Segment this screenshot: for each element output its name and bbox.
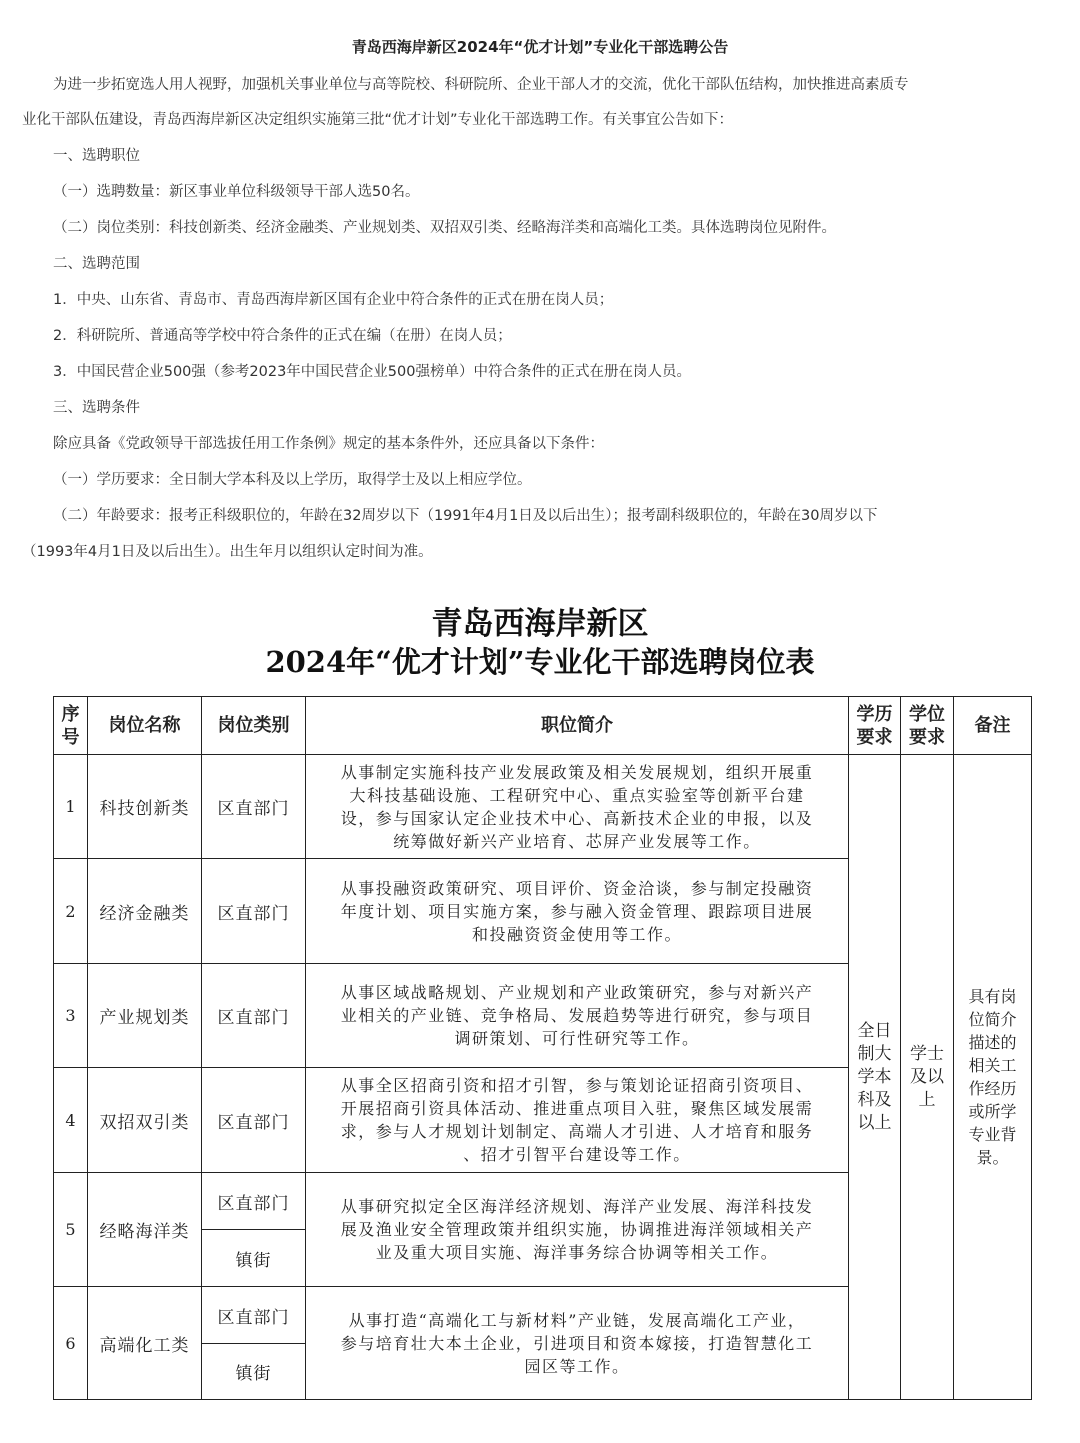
position-category: 镇街 <box>202 1344 306 1400</box>
remark: 具有岗 位简介 描述的 相关工 作经历 或所学 专业背 景。 <box>954 755 1032 1400</box>
position-intro: 从事打造“高端化工与新材料”产业链，发展高端化工产业， 参与培育壮大本土企业，引进项目和资本嫁接，打造智慧化工 园区等工作。 <box>306 1287 849 1400</box>
position-category: 区直部门 <box>202 755 306 859</box>
position-category: 区直部门 <box>202 1287 306 1344</box>
header-seq: 序 号 <box>54 697 88 755</box>
position-name: 科技创新类 <box>88 755 202 859</box>
header-degree: 学位 要求 <box>901 697 954 755</box>
row-number: 3 <box>54 964 88 1068</box>
position-intro: 从事研究拟定全区海洋经济规划、海洋产业发展、海洋科技发 展及渔业安全管理政策并组织实施，协调推进海洋领域相关产 业及重大项目实施、海洋事务综合协调等相关工作。 <box>306 1173 849 1287</box>
position-name: 双招双引类 <box>88 1068 202 1173</box>
row-number: 5 <box>54 1173 88 1287</box>
table-header-row <box>54 697 1032 755</box>
position-category: 区直部门 <box>202 1173 306 1230</box>
position-name: 高端化工类 <box>88 1287 202 1400</box>
notice-line: （1993年4月1日及以后出生）。出生年月以组织认定时间为准。 <box>22 544 433 560</box>
position-category: 区直部门 <box>202 964 306 1068</box>
row-number: 2 <box>54 859 88 964</box>
header-position-name: 岗位名称 <box>88 697 202 755</box>
notice-line: 2．科研院所、普通高等学校中符合条件的正式在编（在册）在岗人员； <box>53 328 512 344</box>
row-number: 1 <box>54 755 88 859</box>
notice-line: （二）年龄要求：报考正科级职位的，年龄在32周岁以下（1991年4月1日及以后出生）；报考副科级职位的，年龄在30周岁以下 <box>53 508 878 524</box>
row-number: 4 <box>54 1068 88 1173</box>
notice-line: （二）岗位类别：科技创新类、经济金融类、产业规划类、双招双引类、经略海洋类和高端化工类。具体选聘岗位见附件。 <box>53 220 836 236</box>
section-heading: 二、选聘范围 <box>53 256 140 272</box>
section-heading: 三、选聘条件 <box>53 400 140 416</box>
notice-line: 为进一步拓宽选人用人视野，加强机关事业单位与高等院校、科研院所、企业干部人才的交流，优化干部队伍结构，加快推进高素质专 <box>53 77 909 93</box>
position-name: 经济金融类 <box>88 859 202 964</box>
position-category: 镇街 <box>202 1230 306 1287</box>
notice-line: 业化干部队伍建设，青岛西海岸新区决定组织实施第三批“优才计划”专业化干部选聘工作。有关事宜公告如下： <box>22 112 734 128</box>
positions-table <box>53 696 1032 1400</box>
notice-line: 1．中央、山东省、青岛市、青岛西海岸新区国有企业中符合条件的正式在册在岗人员； <box>53 292 614 308</box>
position-intro: 从事区域战略规划、产业规划和产业政策研究，参与对新兴产 业相关的产业链、竞争格局、发展趋势等进行研究，参与项目 调研策划、可行性研究等工作。 <box>306 964 849 1068</box>
section-heading: 一、选聘职位 <box>53 148 140 164</box>
education-requirement: 全日 制大 学本 科及 以上 <box>849 755 901 1400</box>
position-category: 区直部门 <box>202 1068 306 1173</box>
position-intro: 从事投融资政策研究、项目评价、资金洽谈，参与制定投融资 年度计划、项目实施方案，参与融入资金管理、跟踪项目进展 和投融资资金使用等工作。 <box>306 859 849 964</box>
header-intro: 职位简介 <box>306 697 849 755</box>
position-intro: 从事全区招商引资和招才引智，参与策划论证招商引资项目、 开展招商引资具体活动、推进重点项目入驻，聚焦区域发展需 求，参与人才规划计划制定、高端人才引进、人才培育和服务 、招才引智平台建设等工作。 <box>306 1068 849 1173</box>
row-number: 6 <box>54 1287 88 1400</box>
notice-line: 3．中国民营企业500强（参考2023年中国民营企业500强榜单）中符合条件的正式在册在岗人员。 <box>53 364 691 380</box>
position-name: 产业规划类 <box>88 964 202 1068</box>
position-category: 区直部门 <box>202 859 306 964</box>
notice-title: 青岛西海岸新区2024年“优才计划”专业化干部选聘公告 <box>351 38 729 56</box>
header-category: 岗位类别 <box>202 697 306 755</box>
degree-requirement: 学士 及以 上 <box>901 755 954 1400</box>
header-education: 学历 要求 <box>849 697 901 755</box>
position-name: 经略海洋类 <box>88 1173 202 1287</box>
position-intro: 从事制定实施科技产业发展政策及相关发展规划，组织开展重 大科技基础设施、工程研究中心、重点实验室等创新平台建 设，参与国家认定企业技术中心、高新技术企业的申报，以及 统筹做好新兴产业培育、芯屏产业发展等工作。 <box>306 755 849 859</box>
notice-line: （一）学历要求：全日制大学本科及以上学历，取得学士及以上相应学位。 <box>53 472 532 488</box>
notice-line: 除应具备《党政领导干部选拔任用工作条例》规定的基本条件外，还应具备以下条件： <box>53 436 604 452</box>
notice-line: （一）选聘数量：新区事业单位科级领导干部人选50名。 <box>53 184 420 200</box>
table-row <box>54 755 1032 859</box>
header-remark: 备注 <box>954 697 1032 755</box>
table-title-line1: 青岛西海岸新区 <box>431 606 649 642</box>
table-title-line2: 2024年“优才计划”专业化干部选聘岗位表 <box>265 645 815 679</box>
